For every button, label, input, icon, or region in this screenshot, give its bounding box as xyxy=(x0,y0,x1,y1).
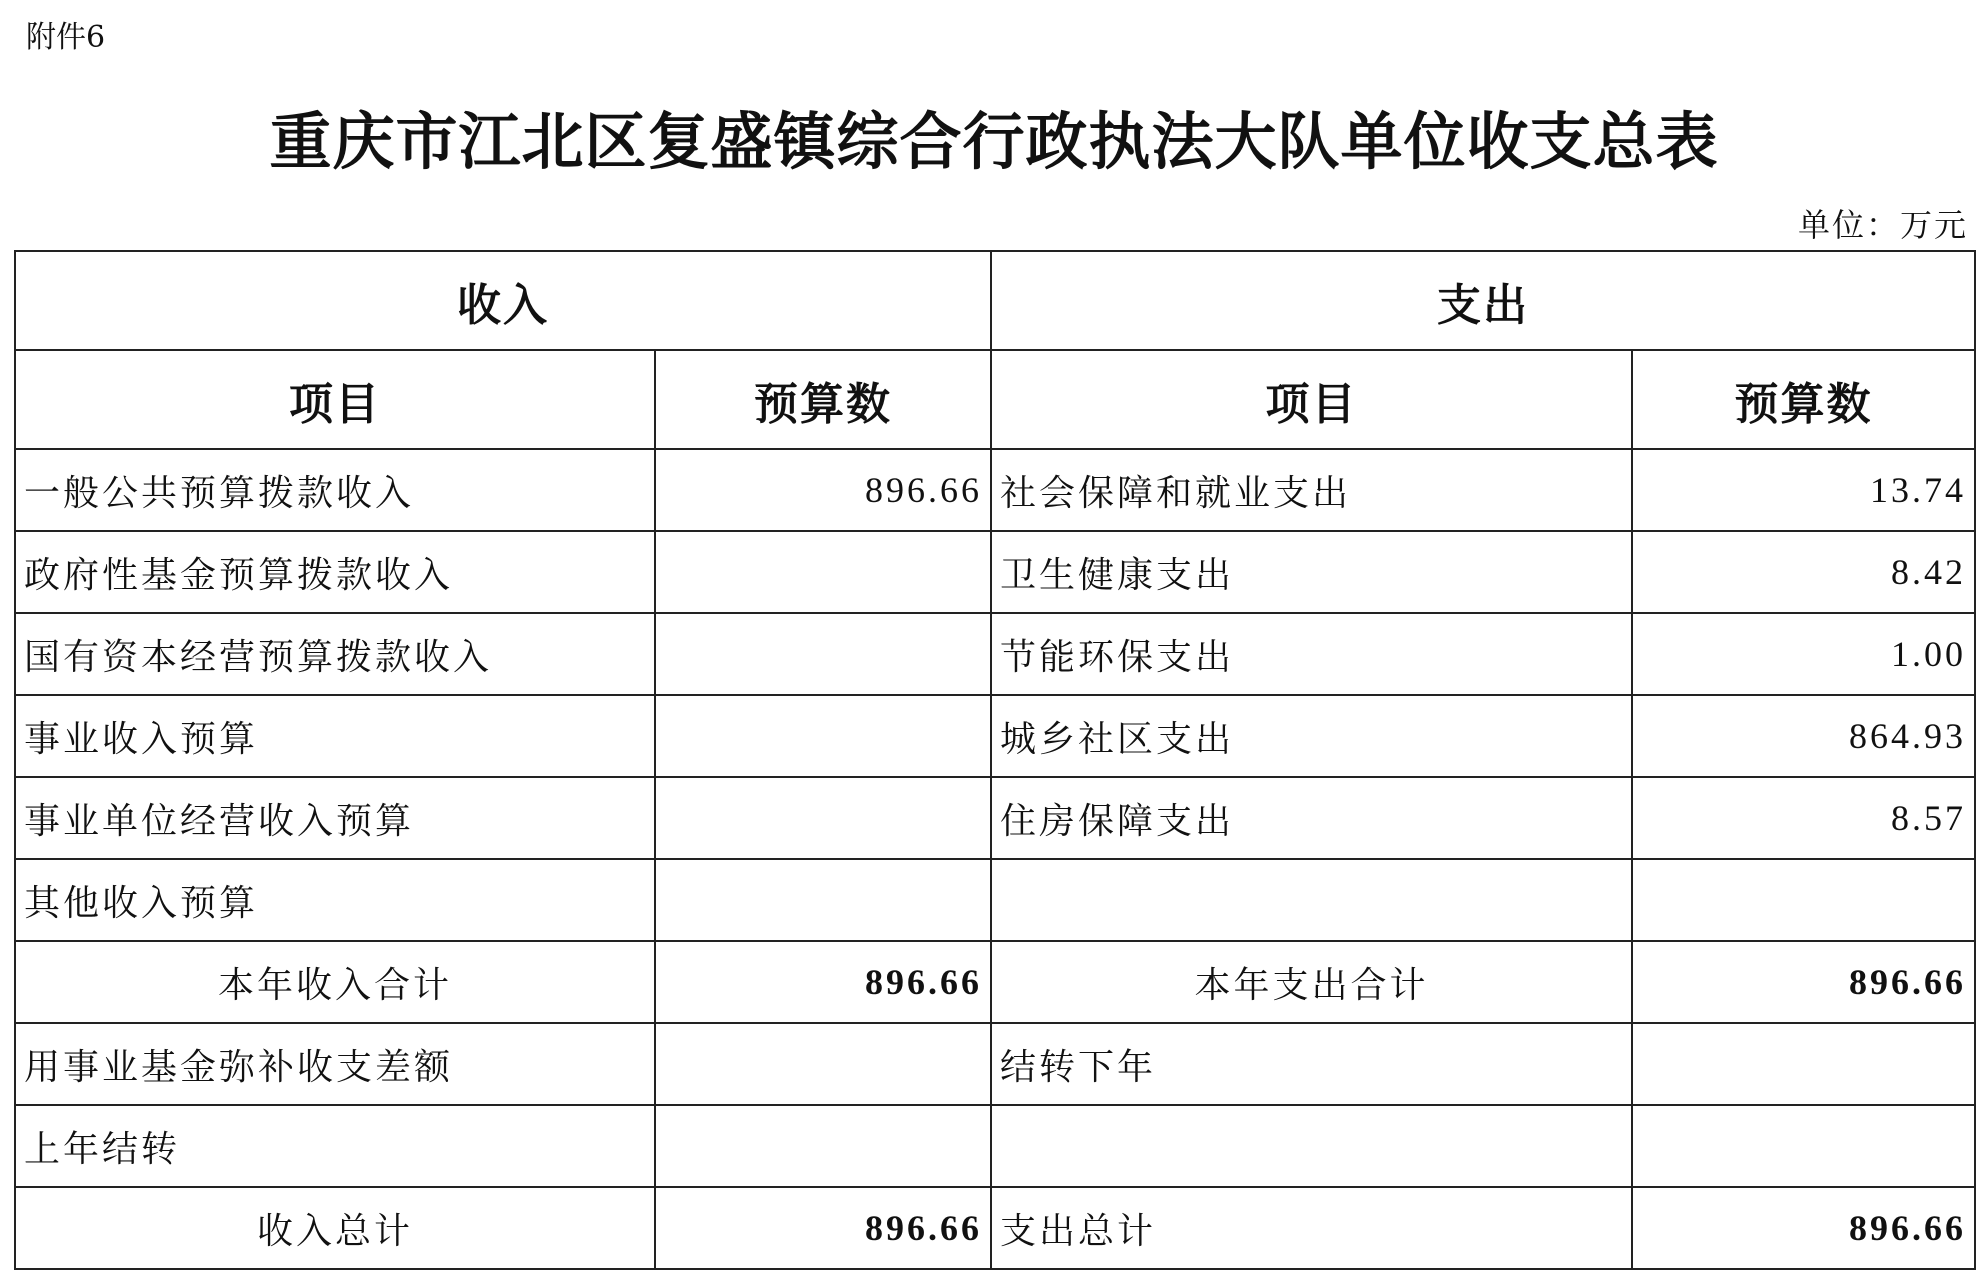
grand-income-total-label: 收入总计 xyxy=(15,1187,655,1269)
expense-value: 8.42 xyxy=(1632,531,1975,613)
income-item: 国有资本经营预算拨款收入 xyxy=(15,613,655,695)
grand-income-total-value: 896.66 xyxy=(655,1187,991,1269)
income-value: 896.66 xyxy=(655,449,991,531)
grand-total-row xyxy=(15,1187,1975,1269)
income-value xyxy=(655,859,991,941)
table-row xyxy=(15,777,1975,859)
grand-expense-total-value: 896.66 xyxy=(1632,1187,1975,1269)
grand-expense-total-label: 支出总计 xyxy=(991,1187,1632,1269)
expense-item xyxy=(991,859,1632,941)
income-value xyxy=(655,531,991,613)
income-item: 用事业基金弥补收支差额 xyxy=(15,1023,655,1105)
expense-value: 864.93 xyxy=(1632,695,1975,777)
table-row xyxy=(15,449,1975,531)
unit-label: 单位：万元 xyxy=(1797,206,1968,244)
table-subheader-row xyxy=(15,350,1975,449)
page-title: 重庆市江北区复盛镇综合行政执法大队单位收支总表 xyxy=(269,105,1719,178)
expense-item: 节能环保支出 xyxy=(991,613,1632,695)
table-row xyxy=(15,859,1975,941)
income-value xyxy=(655,695,991,777)
table-header-row xyxy=(15,251,1975,350)
income-value xyxy=(655,777,991,859)
income-value xyxy=(655,1105,991,1187)
expense-item-header: 项目 xyxy=(991,350,1632,449)
expense-budget-header: 预算数 xyxy=(1632,350,1975,449)
income-item: 事业收入预算 xyxy=(15,695,655,777)
expense-value: 1.00 xyxy=(1632,613,1975,695)
table-row xyxy=(15,695,1975,777)
table-row xyxy=(15,1023,1975,1105)
income-item: 事业单位经营收入预算 xyxy=(15,777,655,859)
income-item: 其他收入预算 xyxy=(15,859,655,941)
expense-item: 城乡社区支出 xyxy=(991,695,1632,777)
expense-item: 社会保障和就业支出 xyxy=(991,449,1632,531)
year-expense-total-value: 896.66 xyxy=(1632,941,1975,1023)
income-item: 政府性基金预算拨款收入 xyxy=(15,531,655,613)
income-item: 一般公共预算拨款收入 xyxy=(15,449,655,531)
year-income-total-value: 896.66 xyxy=(655,941,991,1023)
expense-value: 8.57 xyxy=(1632,777,1975,859)
income-item-header: 项目 xyxy=(15,350,655,449)
table-row xyxy=(15,531,1975,613)
income-item: 上年结转 xyxy=(15,1105,655,1187)
expense-value: 13.74 xyxy=(1632,449,1975,531)
year-total-row xyxy=(15,941,1975,1023)
income-header: 收入 xyxy=(15,251,991,350)
expense-value xyxy=(1632,859,1975,941)
expense-value xyxy=(1632,1023,1975,1105)
income-value xyxy=(655,613,991,695)
expense-item: 卫生健康支出 xyxy=(991,531,1632,613)
expense-item xyxy=(991,1105,1632,1187)
expense-value xyxy=(1632,1105,1975,1187)
expense-item: 住房保障支出 xyxy=(991,777,1632,859)
year-income-total-label: 本年收入合计 xyxy=(15,941,655,1023)
attachment-label: 附件6 xyxy=(26,20,106,55)
table-row xyxy=(15,1105,1975,1187)
expense-item: 结转下年 xyxy=(991,1023,1632,1105)
income-budget-header: 预算数 xyxy=(655,350,991,449)
income-value xyxy=(655,1023,991,1105)
table-row xyxy=(15,613,1975,695)
budget-summary-table xyxy=(14,250,1976,1270)
year-expense-total-label: 本年支出合计 xyxy=(991,941,1632,1023)
expense-header: 支出 xyxy=(991,251,1975,350)
